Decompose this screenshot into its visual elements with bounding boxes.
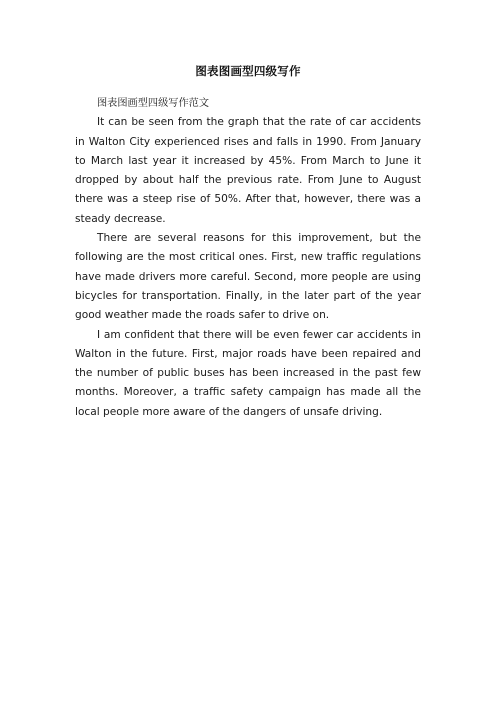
paragraph-3: I am confident that there will be even fewer car accidents in Walton in the future. First, major roads have been repaired and the number of public buses has been increased in the past few months. Moreover, a traffic safety campaign has made all the local people more aware of the dangers of unsafe driving.: [75, 328, 421, 418]
paragraph-1: It can be seen from the graph that the rate of car accidents in Walton City experienced rises and falls in 1990. From January to March last year it increased by 45%. From March to June it dropped by about half the previous rate. From June to August there was a steep rise of 50%. After that, however, there was a steady decrease.: [75, 116, 421, 225]
paragraph-2: There are several reasons for this improvement, but the following are the most critical ones. First, new traffic regulations have made drivers more careful. Second, more people are using bicycles for transportation. Finally, in the later part of the year good weather made the roads safer to drive on.: [75, 232, 421, 322]
document-title: 图表图画型四级写作: [195, 64, 301, 78]
document-body: [75, 94, 421, 422]
document-subtitle: 图表图画型四级写作范文: [97, 98, 210, 109]
